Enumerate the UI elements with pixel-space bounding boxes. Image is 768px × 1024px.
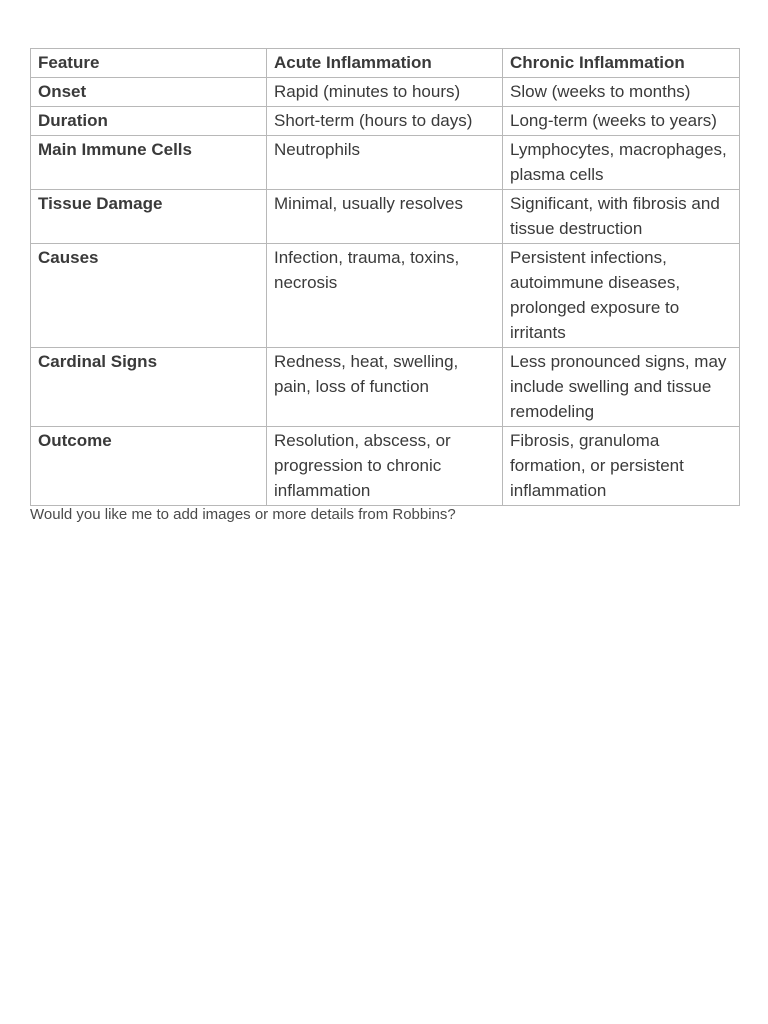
table-header-row (31, 49, 740, 78)
table-row (31, 348, 740, 427)
table-row (31, 136, 740, 190)
row-feature-cell: Outcome (31, 427, 267, 506)
row-chronic-cell: Long-term (weeks to years) (503, 107, 740, 136)
document-page (30, 48, 739, 523)
row-chronic-cell: Persistent infections, autoimmune diseases, prolonged exposure to irritants (503, 244, 740, 348)
row-acute-cell: Rapid (minutes to hours) (267, 78, 503, 107)
table-row (31, 244, 740, 348)
header-chronic: Chronic Inflammation (503, 49, 740, 78)
table-row (31, 107, 740, 136)
row-feature-cell: Duration (31, 107, 267, 136)
row-acute-cell: Short-term (hours to days) (267, 107, 503, 136)
table-row (31, 78, 740, 107)
row-feature-cell: Cardinal Signs (31, 348, 267, 427)
header-acute: Acute Inflammation (267, 49, 503, 78)
row-chronic-cell: Fibrosis, granuloma formation, or persistent inflammation (503, 427, 740, 506)
table-row (31, 190, 740, 244)
inflammation-comparison-table (30, 48, 740, 506)
table-row (31, 427, 740, 506)
row-acute-cell: Neutrophils (267, 136, 503, 190)
row-feature-cell: Tissue Damage (31, 190, 267, 244)
row-acute-cell: Infection, trauma, toxins, necrosis (267, 244, 503, 348)
row-feature-cell: Onset (31, 78, 267, 107)
followup-question: Would you like me to add images or more details from Robbins? (30, 506, 456, 523)
row-chronic-cell: Slow (weeks to months) (503, 78, 740, 107)
row-acute-cell: Redness, heat, swelling, pain, loss of function (267, 348, 503, 427)
header-feature: Feature (31, 49, 267, 78)
row-chronic-cell: Significant, with fibrosis and tissue destruction (503, 190, 740, 244)
row-feature-cell: Causes (31, 244, 267, 348)
row-chronic-cell: Lymphocytes, macrophages, plasma cells (503, 136, 740, 190)
row-acute-cell: Minimal, usually resolves (267, 190, 503, 244)
row-feature-cell: Main Immune Cells (31, 136, 267, 190)
row-acute-cell: Resolution, abscess, or progression to chronic inflammation (267, 427, 503, 506)
row-chronic-cell: Less pronounced signs, may include swelling and tissue remodeling (503, 348, 740, 427)
